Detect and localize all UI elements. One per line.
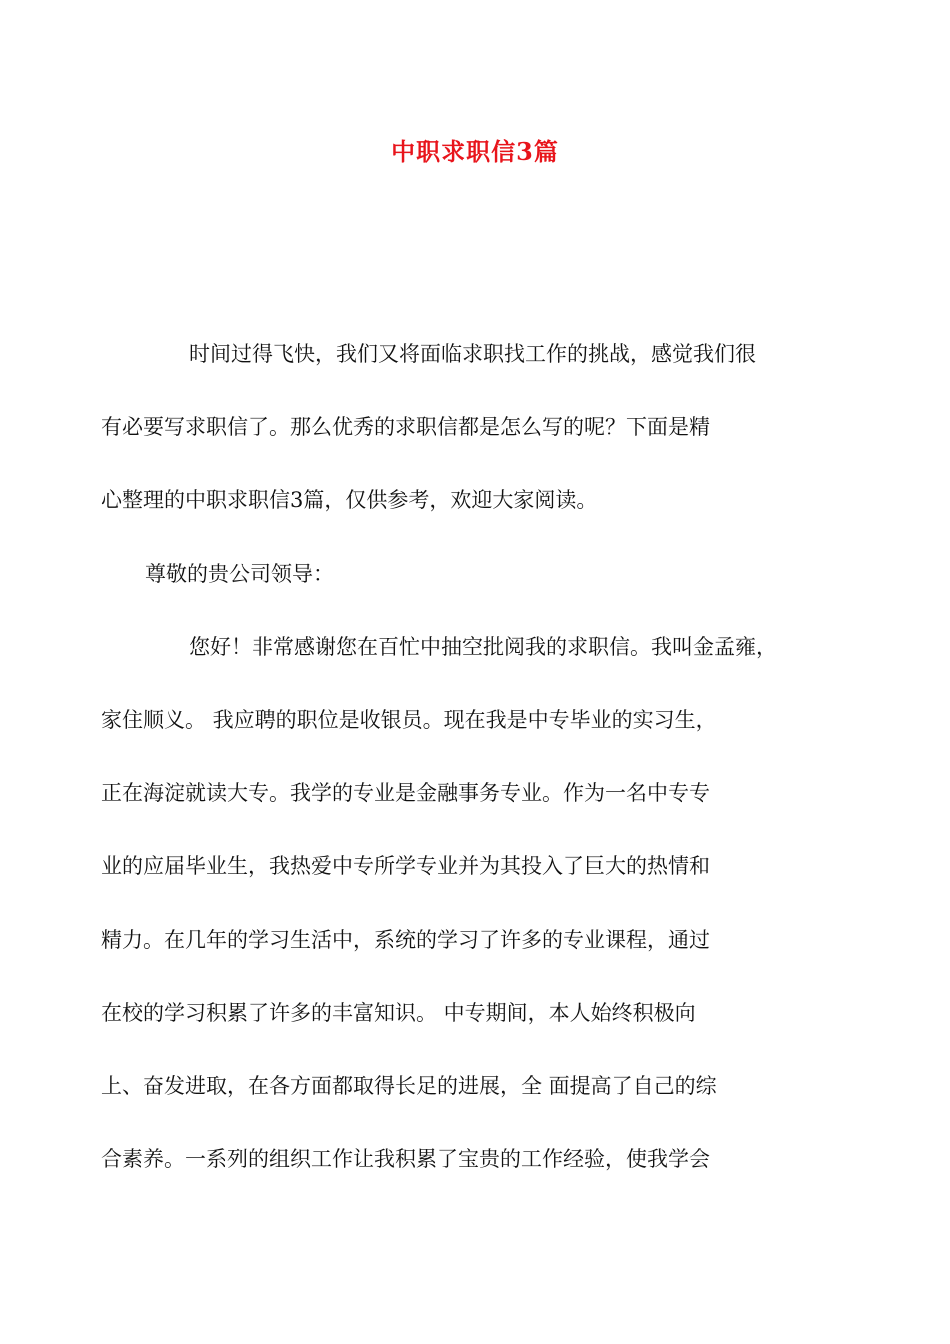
text-line: 您好！非常感谢您在百忙中抽空批阅我的求职信。我叫金孟雍，: [189, 634, 777, 659]
intro-paragraph: [101, 318, 810, 538]
text-line: 业的应届毕业生，我热爱中专所学专业并为其投入了巨大的热情和: [101, 854, 710, 879]
text-line: 正在海淀就读大专。我学的专业是金融事务专业。作为一名中专专: [101, 781, 710, 806]
letter-paragraph: [101, 611, 810, 1197]
text-line: 上、奋发进取，在各方面都取得长足的进展，全 面提高了自己的综: [101, 1074, 717, 1099]
text-line: 合素养。一系列的组织工作让我积累了宝贵的工作经验，使我学会: [101, 1147, 710, 1172]
text-line: 心整理的中职求职信3篇，仅供参考，欢迎大家阅读。: [101, 488, 598, 513]
text-line: 尊敬的贵公司领导：: [145, 561, 334, 586]
text-line: 有必要写求职信了。那么优秀的求职信都是怎么写的呢？下面是精: [101, 415, 710, 440]
text-line: 精力。在几年的学习生活中，系统的学习了许多的专业课程，通过: [101, 927, 710, 952]
salutation: [145, 538, 810, 611]
document-title: 中职求职信3篇: [391, 137, 559, 166]
text-line: 在校的学习积累了许多的丰富知识。 中专期间，本人始终积极向: [101, 1000, 696, 1025]
document-body: [101, 318, 810, 1196]
text-line: 时间过得飞快，我们又将面临求职找工作的挑战，感觉我们很: [189, 342, 756, 366]
text-line: 家住顺义。 我应聘的职位是收银员。现在我是中专毕业的实习生，: [101, 708, 717, 733]
